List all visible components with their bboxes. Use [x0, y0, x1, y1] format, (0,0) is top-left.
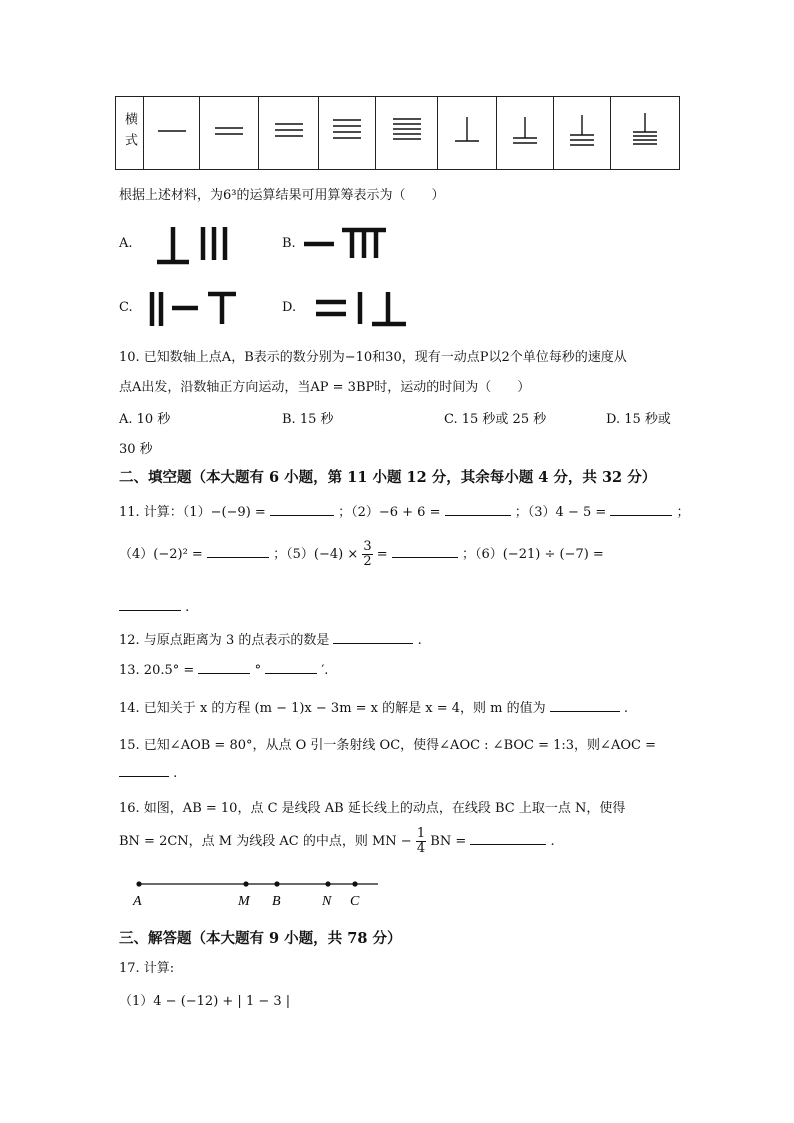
q11-part6: ；（6）(−21) ÷ (−7) =	[461, 547, 604, 562]
q11-part4: （4）(−2)² =	[119, 547, 203, 562]
q14-end: .	[623, 701, 629, 716]
q16-fraction-numerator: 1	[416, 826, 426, 841]
rod-2	[200, 97, 259, 170]
q11-blank-5[interactable]	[392, 545, 458, 558]
q12-end: .	[417, 633, 422, 648]
q14-blank[interactable]	[550, 699, 620, 712]
point-a-label: A	[133, 894, 142, 909]
q16-line2	[119, 827, 555, 856]
q11-part5: ；（5）(−4) ×	[273, 547, 359, 562]
rod-3	[259, 97, 319, 170]
point-m-dot	[243, 881, 248, 886]
q10-option-a: A. 10 秒	[119, 412, 171, 427]
table-row-label: 横式	[116, 97, 144, 170]
q11-line2	[119, 540, 604, 569]
point-n-label: N	[322, 894, 332, 909]
q11-blank-3[interactable]	[610, 503, 672, 516]
q16-segment-figure	[128, 874, 384, 910]
point-b-label: B	[272, 894, 281, 909]
rod-7	[497, 97, 554, 170]
q9-option-d-label: D.	[282, 300, 297, 315]
q16-fraction	[416, 827, 426, 856]
q15-blank[interactable]	[119, 764, 169, 777]
q10-line1: 10. 已知数轴上点A，B表示的数分别为−10和30，现有一动点P以2个单位每秒的速度从	[119, 350, 627, 365]
q13-degree-sign: °	[254, 663, 262, 678]
q9-stem: 根据上述材料，为6³的运算结果可用算筹表示为（ ）	[119, 188, 445, 203]
rod-4	[319, 97, 376, 170]
q9-option-a-rods	[153, 222, 233, 266]
q11-part5-equals: =	[376, 547, 388, 562]
q11-blank-6[interactable]	[119, 598, 181, 611]
point-c-dot	[352, 881, 357, 886]
q11-fraction-numerator: 3	[363, 539, 372, 554]
q12-text: 12. 与原点距离为 3 的点表示的数是	[119, 633, 330, 648]
point-c-label: C	[350, 894, 360, 909]
q13	[119, 661, 328, 678]
q15-line2	[119, 764, 177, 781]
q16-line1: 16. 如图，AB = 10，点 C 是线段 AB 延长线上的动点，在线段 BC 上取一点 N，使得	[119, 801, 626, 816]
q13-text: 13. 20.5° =	[119, 663, 195, 678]
q14	[119, 697, 628, 716]
q17-sub1: （1）4 − (−12) + | 1 − 3 |	[119, 994, 291, 1009]
point-m-label: M	[238, 894, 250, 909]
rod-8	[554, 97, 611, 170]
q9-option-b-rods	[300, 222, 390, 266]
rod-5	[376, 97, 438, 170]
q11-fraction	[362, 540, 372, 569]
q11-part1: 11. 计算：（1）−(−9) =	[119, 505, 266, 520]
q15-text: 15. 已知∠AOB = 80°，从点 O 引一条射线 OC，使得∠AOC : ∠BOC = 1:3，则∠AOC =	[119, 738, 656, 753]
q16-end: .	[550, 834, 555, 849]
q10-option-d-wrap: 30 秒	[119, 442, 153, 457]
q11-part3-end: ；	[676, 505, 690, 520]
q9-option-c-rods	[146, 286, 242, 330]
q11-fraction-denominator: 2	[363, 554, 372, 569]
section3-title: 三、解答题（本大题有 9 小题，共 78 分）	[119, 930, 402, 947]
q11-part2: ；（2）−6 + 6 =	[338, 505, 441, 520]
point-b-dot	[274, 881, 279, 886]
q10-option-c: C. 15 秒或 25 秒	[444, 412, 547, 427]
q12	[119, 629, 422, 648]
q11-line3	[119, 598, 189, 615]
q10-line2: 点A出发，沿数轴正方向运动，当AP = 3BP时，运动的时间为（ ）	[119, 380, 531, 395]
q17-title: 17. 计算:	[119, 961, 175, 976]
q13-blank-minutes[interactable]	[265, 661, 317, 674]
q10-option-b: B. 15 秒	[282, 412, 334, 427]
q11-part3: ；（3）4 − 5 =	[514, 505, 607, 520]
q9-option-a-label: A.	[119, 236, 133, 251]
q11-blank-1[interactable]	[270, 503, 334, 516]
rod-1	[144, 97, 200, 170]
q16-line2-b: BN =	[430, 834, 467, 849]
q16-blank[interactable]	[470, 832, 546, 845]
q11-line1	[119, 501, 690, 520]
q12-blank[interactable]	[333, 631, 413, 644]
point-n-dot	[325, 881, 330, 886]
q11-blank-2[interactable]	[445, 503, 511, 516]
q15-end: .	[173, 766, 178, 781]
q14-text: 14. 已知关于 x 的方程 (m − 1)x − 3m = x 的解是 x = 4，则 m 的值为	[119, 701, 546, 716]
q9-option-b-label: B.	[282, 236, 296, 251]
q16-fraction-denominator: 4	[416, 841, 426, 856]
rod-numeral-table	[115, 96, 680, 170]
q11-blank-4[interactable]	[207, 545, 269, 558]
q13-blank-degrees[interactable]	[198, 661, 250, 674]
section2-title: 二、填空题（本大题有 6 小题，第 11 小题 12 分，其余每小题 4 分，共 32 分）	[119, 469, 657, 486]
q9-option-d-rods	[314, 286, 410, 330]
q9-option-c-label: C.	[119, 300, 133, 315]
q11-end: .	[185, 600, 190, 615]
rod-9	[611, 97, 680, 170]
rod-6	[438, 97, 497, 170]
point-a-dot	[136, 881, 141, 886]
q13-end: ′.	[321, 663, 329, 678]
q16-line2-a: BN = 2CN，点 M 为线段 AC 的中点，则 MN −	[119, 834, 412, 849]
q10-option-d: D. 15 秒或	[606, 412, 671, 427]
